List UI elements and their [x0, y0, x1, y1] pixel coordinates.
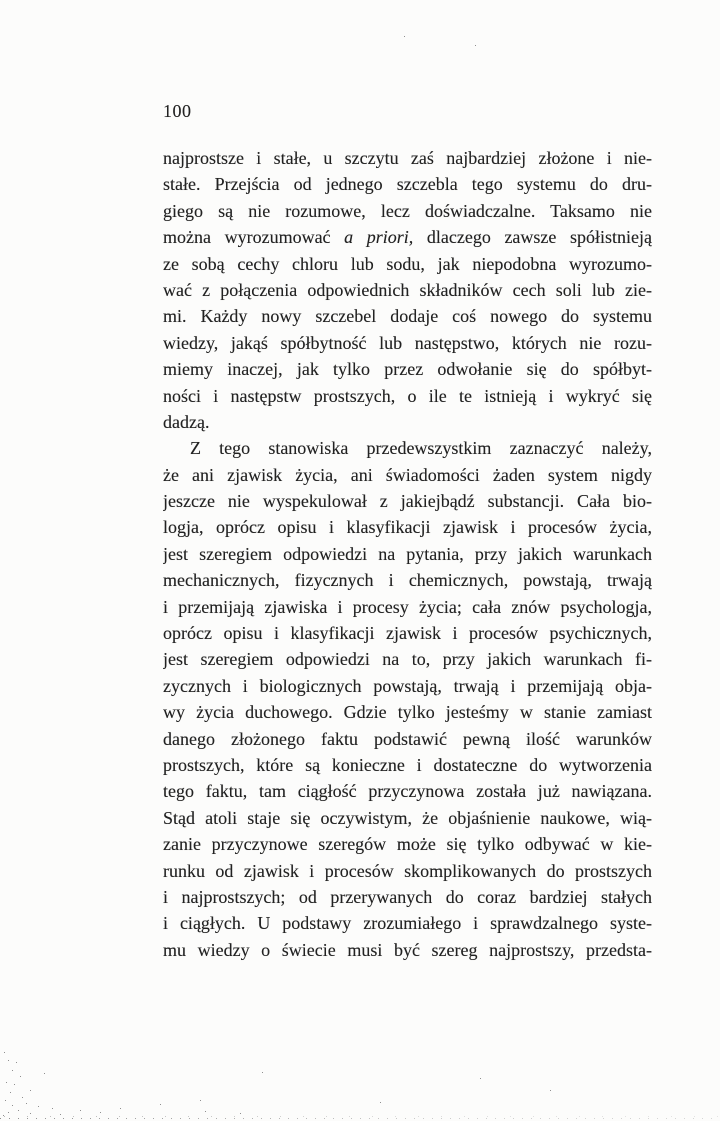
text-line — [163, 171, 652, 197]
text-segment: mi. Każdy nowy szczebel dodaje coś nowego do systemu — [163, 306, 652, 327]
text-line — [163, 726, 652, 752]
text-segment: jest szeregiem odpowiedzi na pytania, przy jakich warunkach — [163, 543, 652, 564]
text-line — [163, 303, 652, 329]
text-segment: najprostsze i stałe, u szczytu zaś najbardziej złożone i nie- — [163, 148, 652, 168]
text-line — [163, 251, 652, 277]
text-line — [163, 488, 652, 514]
text-segment: ności i następstw prostszych, o ile te istnieją i wykryć się — [163, 385, 652, 406]
text-segment: wy życia duchowego. Gdzie tylko jesteśmy w stanie zamiast — [163, 702, 652, 723]
text-line — [163, 858, 652, 884]
text-line — [163, 778, 652, 804]
text-line — [163, 277, 652, 303]
text-line — [163, 356, 652, 382]
text-segment: stałe. Przejścia od jednego szczebla tego systemu do dru- — [163, 174, 652, 195]
text-line — [163, 435, 652, 461]
paragraph — [163, 435, 652, 963]
text-line — [163, 514, 652, 540]
text-segment: giego są nie rozumowe, lecz doświadczalne. Taksamo nie — [163, 200, 652, 221]
text-line — [163, 567, 652, 593]
text-line — [163, 594, 652, 620]
text-segment: jest szeregiem odpowiedzi na to, przy jakich warunkach fi- — [163, 649, 652, 670]
text-line — [163, 224, 652, 250]
text-segment: danego złożonego faktu podstawić pewną ilość warunków — [163, 728, 652, 749]
text-line — [163, 620, 652, 646]
text-segment: i ciągłych. U podstawy zrozumiałego i sprawdzalnego syste- — [163, 913, 652, 934]
text-segment: Z tego stanowiska przedewszystkim zaznaczyć należy, — [190, 438, 652, 459]
text-line — [163, 646, 652, 672]
text-segment: dlaczego zawsze spółistnieją — [413, 227, 652, 248]
text-line — [163, 673, 652, 699]
scan-speckles — [0, 0, 1, 1]
text-segment: wiedzy, jakąś spółbytność lub następstwo, których nie rozu- — [163, 332, 652, 353]
text-line — [163, 145, 652, 171]
text-line — [163, 805, 652, 831]
page-number: 100 — [163, 101, 192, 121]
text-segment: że ani zjawisk życia, ani świadomości żaden system nigdy — [163, 464, 652, 485]
text-line — [163, 409, 652, 435]
text-segment: ze sobą cechy chloru lub sodu, jak niepodobna wyrozumo- — [163, 253, 652, 274]
text-segment: dadzą. — [163, 411, 210, 432]
text-segment: i przemijają zjawiska i procesy życia; cała znów psychologja, — [163, 596, 652, 617]
text-segment: zanie przyczynowe szeregów może się tylko odbywać w kie- — [163, 834, 652, 855]
scan-edge-artifact — [0, 1116, 720, 1119]
text-segment: tego faktu, tam ciągłość przyczynowa została już nawiązana. — [163, 781, 652, 802]
text-line — [163, 910, 652, 936]
text-line — [163, 383, 652, 409]
text-line — [163, 752, 652, 778]
text-line — [163, 937, 652, 963]
text-segment: mu wiedzy o świecie musi być szereg najprostszy, przedsta- — [163, 939, 652, 960]
text-segment: wać z połączenia odpowiednich składników cech soli lub zie- — [163, 279, 652, 300]
text-segment: prostszych, które są konieczne i dostateczne do wytworzenia — [163, 754, 652, 775]
text-segment: i najprostszych; od przerywanych do coraz bardziej stałych — [163, 886, 652, 907]
italic-phrase: a priori, — [344, 227, 414, 248]
text-segment: oprócz opisu i klasyfikacji zjawisk i procesów psychicznych, — [163, 623, 652, 644]
text-line — [163, 462, 652, 488]
text-segment: runku od zjawisk i procesów skomplikowanych do prostszych — [163, 860, 652, 881]
text-segment: logja, oprócz opisu i klasyfikacji zjawisk i procesów życia, — [163, 517, 652, 538]
text-segment: zycznych i biologicznych powstają, trwają i przemijają obja- — [163, 675, 652, 696]
text-segment: Stąd atoli staje się oczywistym, że objaśnienie naukowe, wią- — [163, 807, 652, 828]
paragraph — [163, 145, 652, 435]
text-line — [163, 831, 652, 857]
text-line — [163, 541, 652, 567]
text-line — [163, 330, 652, 356]
text-segment: miemy inaczej, jak tylko przez odwołanie się do spółbyt- — [163, 359, 652, 380]
text-segment: można wyrozumować — [163, 227, 345, 248]
text-line — [163, 198, 652, 224]
text-segment: jeszcze nie wyspekulował z jakiejbądź substancji. Cała bio- — [163, 491, 652, 512]
text-segment: mechanicznych, fizycznych i chemicznych, powstają, trwają — [163, 570, 652, 591]
text-line — [163, 884, 652, 910]
text-line — [163, 699, 652, 725]
text-block — [163, 145, 652, 963]
